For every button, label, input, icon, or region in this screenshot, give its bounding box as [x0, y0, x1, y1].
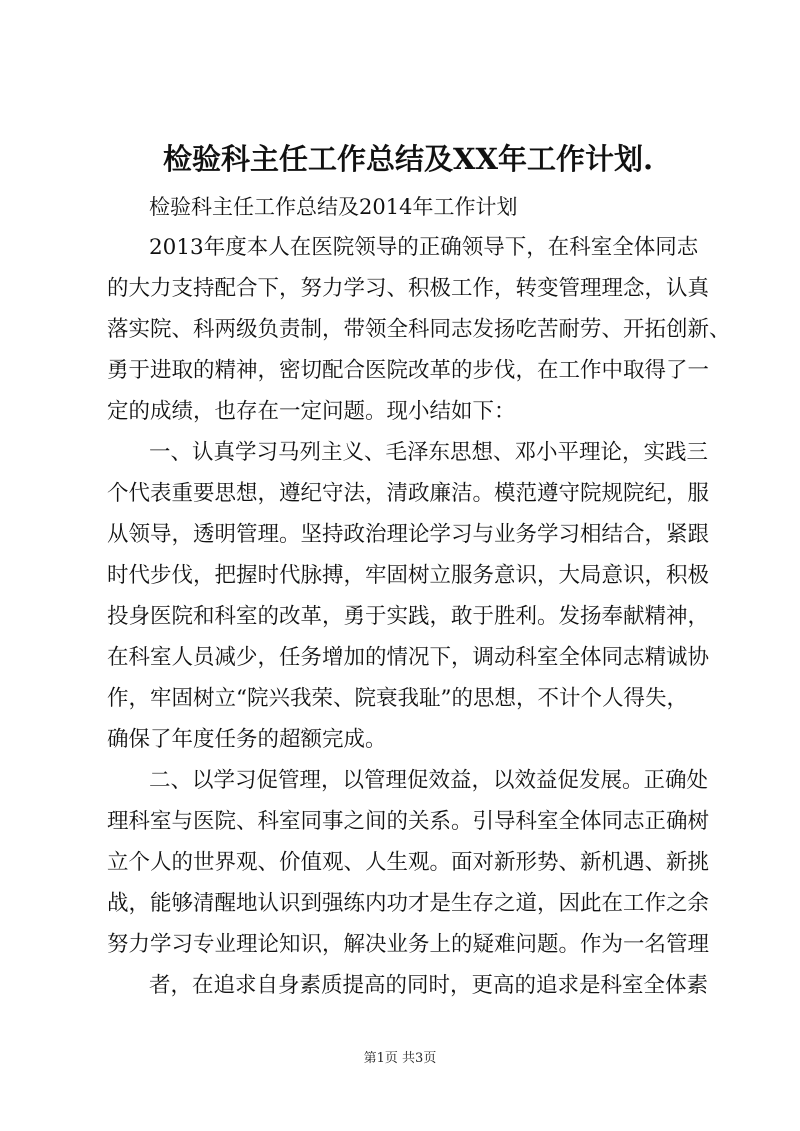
body-line: 的大力支持配合下，努力学习、积极工作，转变管理理念，认真 [107, 276, 710, 301]
body-line: 个代表重要思想，遵纪守法，清政廉洁。模范遵守院规院纪，服 [107, 481, 710, 506]
body-line: 投身医院和科室的改革，勇于实践，敢于胜利。发扬奉献精神， [107, 604, 710, 629]
body-line: 立个人的世界观、价值观、人生观。面对新形势、新机遇、新挑 [107, 850, 710, 875]
body-line: 作，牢固树立“院兴我荣、院衰我耻”的思想，不计个人得失， [107, 686, 688, 711]
body-line: 2013年度本人在医院领导的正确领导下，在科室全体同志 [149, 235, 699, 260]
document-title: 检验科主任工作总结及XX年工作计划. [162, 142, 654, 176]
body-line: 者，在追求自身素质提高的同时，更高的追求是科室全体素 [149, 973, 709, 998]
body-line: 从领导，透明管理。坚持政治理论学习与业务学习相结合，紧跟 [107, 522, 710, 547]
body-line: 二、以学习促管理，以管理促效益，以效益促发展。正确处 [149, 768, 709, 793]
body-line: 时代步伐，把握时代脉搏，牢固树立服务意识，大局意识，积极 [107, 563, 710, 588]
document-subtitle: 检验科主任工作总结及2014年工作计划 [149, 195, 518, 219]
body-line: 确保了年度任务的超额完成。 [107, 727, 387, 752]
body-line: 落实院、科两级负责制，带领全科同志发扬吃苦耐劳、开拓创新、 [107, 317, 731, 342]
body-line: 在科室人员减少，任务增加的情况下，调动科室全体同志精诚协 [107, 645, 710, 670]
body-line: 努力学习专业理论知识，解决业务上的疑难问题。作为一名管理 [107, 932, 710, 957]
page-number: 第1页 共3页 [363, 1051, 437, 1066]
body-line: 理科室与医院、科室同事之间的关系。引导科室全体同志正确树 [107, 809, 710, 834]
body-line: 一、认真学习马列主义、毛泽东思想、邓小平理论，实践三 [149, 440, 709, 465]
body-line: 勇于进取的精神，密切配合医院改革的步伐，在工作中取得了一 [107, 358, 710, 383]
body-line: 战，能够清醒地认识到强练内功才是生存之道，因此在工作之余 [107, 891, 710, 916]
body-line: 定的成绩，也存在一定问题。现小结如下： [107, 399, 516, 424]
